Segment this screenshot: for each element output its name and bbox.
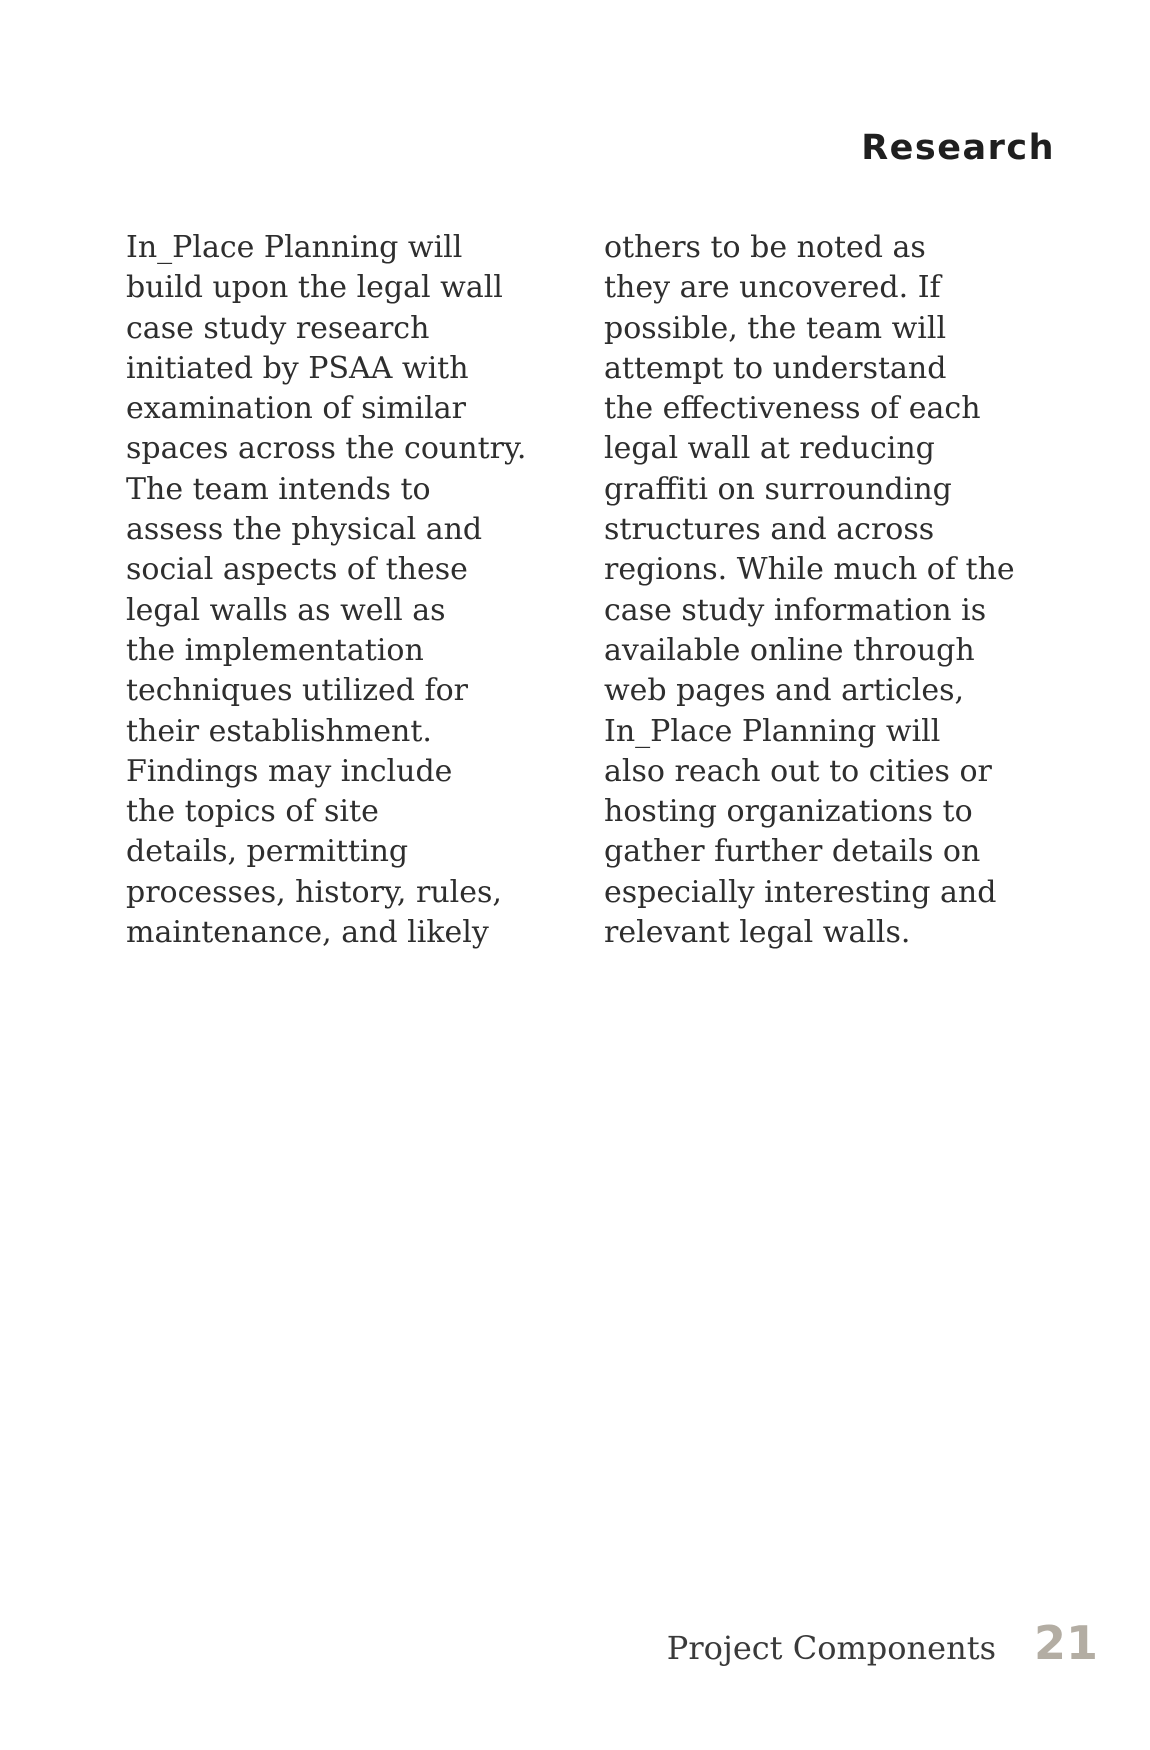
body-column-left	[126, 228, 566, 953]
text-line: attempt to understand	[604, 350, 947, 386]
text-line: the topics of site	[126, 794, 379, 830]
text-line: especially interesting and	[604, 874, 997, 910]
text-line: hosting organizations to	[604, 794, 973, 830]
text-line: the effectiveness of each	[604, 391, 981, 427]
text-line: details, permitting	[126, 834, 409, 870]
text-line: others to be noted as	[604, 230, 926, 265]
text-line: In_Place Planning will	[604, 713, 941, 749]
text-line: they are uncovered. If	[604, 270, 941, 306]
footer-section-label: Project Components	[666, 1629, 996, 1667]
text-line: regions. While much of the	[604, 552, 1015, 588]
text-line: graffiti on surrounding	[604, 471, 952, 507]
text-line: In_Place Planning will	[126, 230, 463, 265]
text-line: available online through	[604, 632, 975, 668]
text-line: Findings may include	[126, 753, 453, 789]
text-line: the implementation	[126, 632, 424, 668]
page-footer	[667, 1616, 1098, 1670]
text-line: spaces across the country.	[126, 431, 527, 467]
text-line: examination of similar	[126, 391, 466, 427]
text-line: assess the physical and	[126, 512, 483, 548]
text-line: processes, history, rules,	[126, 874, 502, 910]
text-line: techniques utilized for	[126, 673, 469, 709]
text-line: structures and across	[604, 512, 935, 548]
text-line: legal walls as well as	[126, 592, 446, 628]
text-line: build upon the legal wall	[126, 270, 503, 306]
text-line: social aspects of these	[126, 552, 468, 588]
page-number: 21	[1033, 1616, 1098, 1670]
body-column-right	[604, 228, 1054, 953]
text-line: gather further details on	[604, 834, 981, 870]
text-line: possible, the team will	[604, 310, 947, 346]
text-line: initiated by PSAA with	[126, 350, 469, 386]
text-line: their establishment.	[126, 713, 432, 749]
section-title: Research	[861, 128, 1055, 168]
text-line: case study research	[126, 310, 430, 346]
text-line: The team intends to	[126, 471, 431, 507]
text-line: maintenance, and likely	[126, 915, 489, 951]
text-line: also reach out to cities or	[604, 753, 992, 789]
text-line: case study information is	[604, 592, 987, 628]
text-line: web pages and articles,	[604, 673, 965, 709]
text-line: relevant legal walls.	[604, 915, 911, 951]
text-line: legal wall at reducing	[604, 431, 935, 467]
